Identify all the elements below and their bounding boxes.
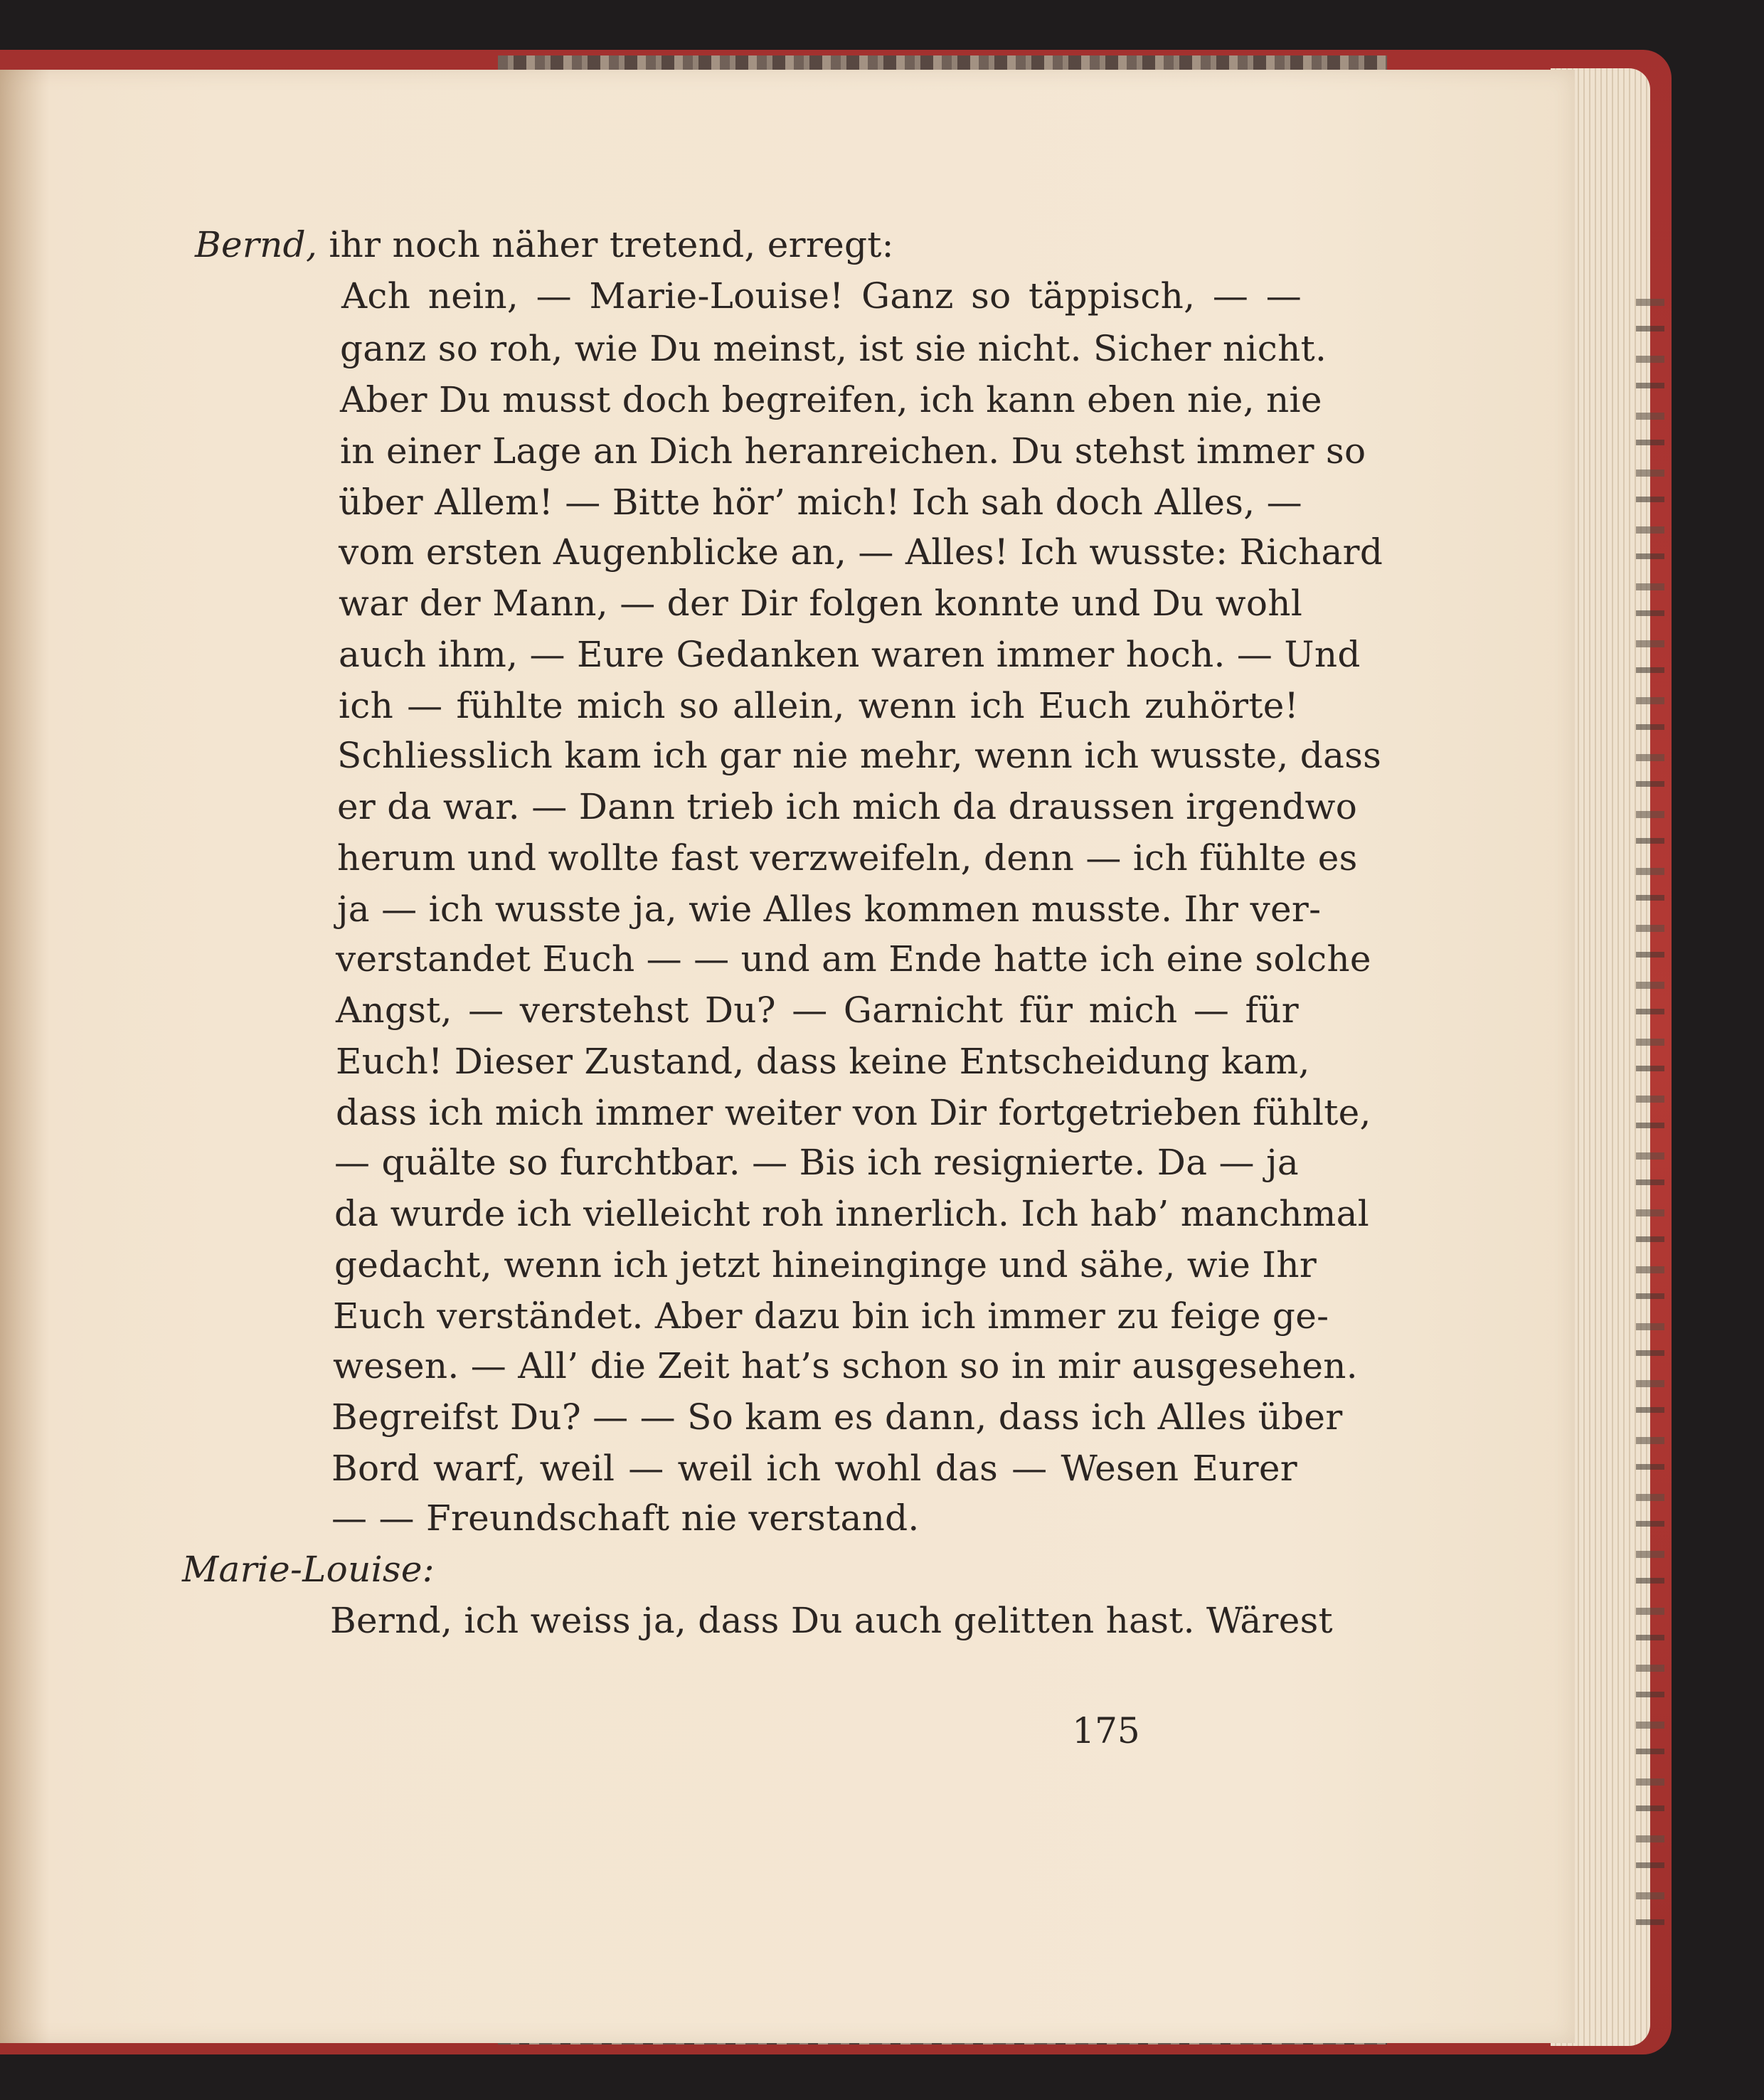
speech-line: Bernd, ich weiss ja, dass Du auch gelitten hast. Wärest	[330, 1600, 1333, 1641]
speech-line: ja — ich wusste ja, wie Alles kommen musste. Ihr ver-	[337, 889, 1322, 930]
speech-line: Schliesslich kam ich gar nie mehr, wenn ich wusste, dass	[337, 735, 1382, 776]
speech-line: über Allem! — Bitte hör’ mich! Ich sah doch Alles, —	[339, 482, 1302, 523]
speech-line: Bord warf, weil — weil ich wohl das — Wesen Eurer	[331, 1448, 1297, 1489]
speaker-name-marie-louise: Marie-Louise:	[182, 1549, 435, 1590]
speech-line: war der Mann, — der Dir folgen konnte und Du wohl	[339, 583, 1303, 624]
speech-line: da wurde ich vielleicht roh innerlich. Ich hab’ manchmal	[334, 1193, 1370, 1234]
speech-line: herum und wollte fast verzweifeln, denn — ich fühlte es	[337, 837, 1358, 879]
speech-line: ganz so roh, wie Du meinst, ist sie nicht. Sicher nicht.	[340, 328, 1327, 369]
speech-line: — — Freundschaft nie verstand.	[331, 1497, 920, 1539]
stage-direction: ihr noch näher tretend, erregt:	[329, 224, 894, 265]
speech-line: vom ersten Augenblicke an, — Alles! Ich wusste: Richard	[339, 531, 1383, 573]
speaker-name-bernd: Bernd,	[195, 224, 318, 265]
page-number: 175	[1072, 1710, 1140, 1751]
speech-line: auch ihm, — Eure Gedanken waren immer hoch. — Und	[339, 634, 1361, 675]
speech-line: dass ich mich immer weiter von Dir fortgetrieben fühlte,	[336, 1092, 1371, 1133]
speech-line: Aber Du musst doch begreifen, ich kann eben nie, nie	[340, 379, 1322, 420]
speech-line: er da war. — Dann trieb ich mich da draussen irgendwo	[337, 786, 1358, 827]
speech-line: gedacht, wenn ich jetzt hineinginge und sähe, wie Ihr	[334, 1244, 1317, 1285]
speech-line: Angst, — verstehst Du? — Garnicht für mich — für	[336, 990, 1299, 1031]
speech-line: ich — fühlte mich so allein, wenn ich Euch zuhörte!	[339, 685, 1299, 726]
speaker-heading-bernd	[195, 223, 894, 266]
speech-line: — quälte so furchtbar. — Bis ich resignierte. Da — ja	[334, 1142, 1299, 1183]
speech-line: verstandet Euch — — und am Ende hatte ich eine solche	[336, 938, 1371, 980]
speech-line: Begreifst Du? — — So kam es dann, dass ich Alles über	[331, 1396, 1343, 1438]
speech-line: Euch verständet. Aber dazu bin ich immer zu feige ge-	[333, 1295, 1329, 1337]
speech-line: wesen. — All’ die Zeit hat’s schon so in mir ausgesehen.	[333, 1345, 1358, 1386]
speech-line: Ach nein, — Marie-Louise! Ganz so täppisch, — —	[341, 275, 1302, 317]
speech-line: in einer Lage an Dich heranreichen. Du stehst immer so	[340, 430, 1366, 472]
speech-line: Euch! Dieser Zustand, dass keine Entscheidung kam,	[336, 1041, 1310, 1082]
